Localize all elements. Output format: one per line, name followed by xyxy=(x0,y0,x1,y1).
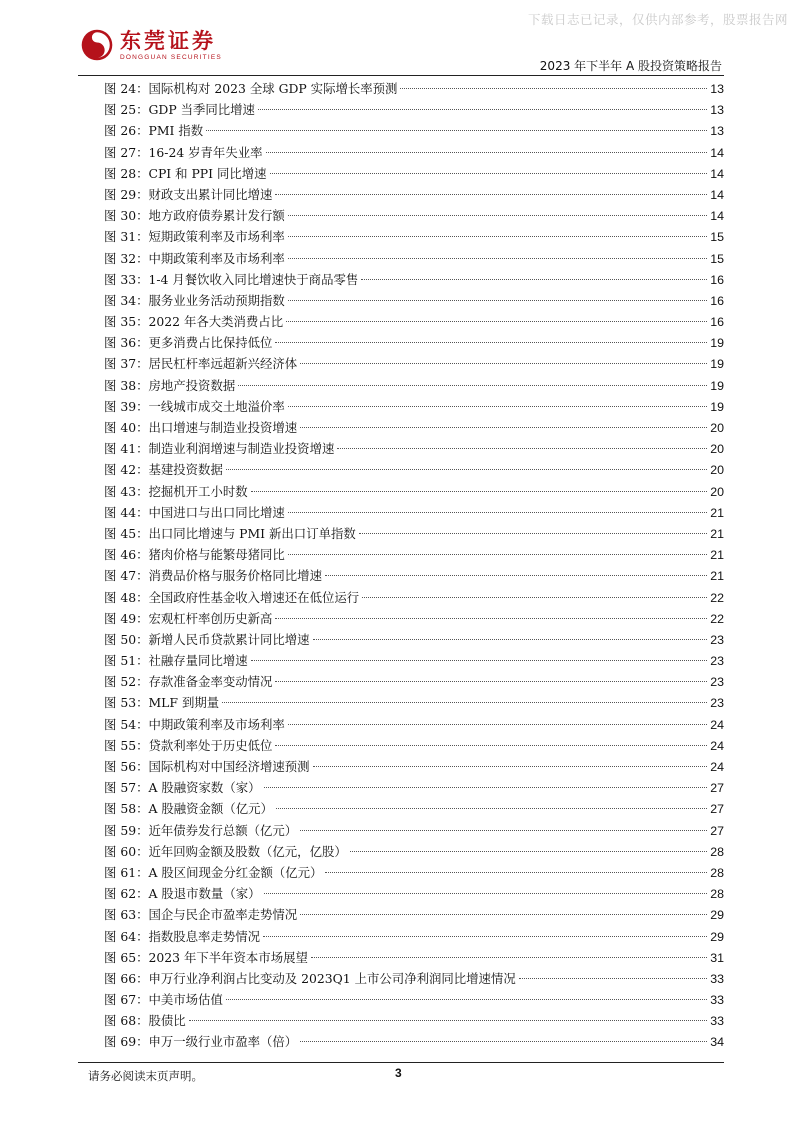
toc-entry-label[interactable]: 图 62：A 股退市数量（家） xyxy=(104,886,261,902)
toc-dot-leader xyxy=(325,575,707,576)
toc-entry-label[interactable]: 图 52：存款准备金率变动情况 xyxy=(104,674,273,690)
toc-entry[interactable] xyxy=(104,205,724,226)
footer-divider xyxy=(78,1062,724,1063)
toc-dot-leader xyxy=(266,152,708,153)
toc-dot-leader xyxy=(519,978,707,979)
toc-entry[interactable] xyxy=(104,798,724,819)
toc-entry-label[interactable]: 图 42：基建投资数据 xyxy=(104,462,223,478)
toc-entry-label[interactable]: 图 49：宏观杠杆率创历史新高 xyxy=(104,610,273,626)
toc-entry-label[interactable]: 图 26：PMI 指数 xyxy=(104,123,204,139)
toc-entry-page[interactable]: 23 xyxy=(710,654,724,669)
toc-entry-page[interactable]: 33 xyxy=(710,971,724,986)
toc-entry-label[interactable]: 图 31：短期政策利率及市场利率 xyxy=(104,229,285,245)
toc-entry[interactable] xyxy=(104,459,724,480)
toc-entry-page[interactable]: 21 xyxy=(710,548,724,563)
toc-entry-label[interactable]: 图 29：财政支出累计同比增速 xyxy=(104,186,273,202)
toc-entry-page[interactable]: 20 xyxy=(710,442,724,457)
toc-entry-page[interactable]: 20 xyxy=(710,463,724,478)
toc-entry[interactable] xyxy=(104,78,724,99)
toc-entry[interactable] xyxy=(104,1031,724,1052)
toc-dot-leader xyxy=(270,173,708,174)
toc-entry[interactable] xyxy=(104,417,724,438)
toc-dot-leader xyxy=(288,236,707,237)
toc-entry-page[interactable]: 29 xyxy=(710,908,724,923)
toc-entry-page[interactable]: 33 xyxy=(710,993,724,1008)
toc-entry[interactable] xyxy=(104,332,724,353)
watermark-text: 下载日志已记录，仅供内部参考，股票报告网 xyxy=(527,12,788,27)
toc-entry-page[interactable]: 23 xyxy=(710,696,724,711)
toc-dot-leader xyxy=(251,660,708,661)
toc-entry-label[interactable]: 图 58：A 股融资金额（亿元） xyxy=(104,801,273,817)
toc-entry-page[interactable]: 29 xyxy=(710,929,724,944)
toc-entry-label[interactable]: 图 43：挖掘机开工小时数 xyxy=(104,483,248,499)
toc-dot-leader xyxy=(300,1041,707,1042)
toc-entry-page[interactable]: 21 xyxy=(710,505,724,520)
toc-dot-leader xyxy=(275,194,707,195)
toc-entry-label[interactable]: 图 30：地方政府债券累计发行额 xyxy=(104,208,285,224)
toc-entry-page[interactable]: 24 xyxy=(710,717,724,732)
toc-dot-leader xyxy=(288,258,707,259)
toc-entry[interactable] xyxy=(104,565,724,586)
table-of-figures xyxy=(104,78,724,1053)
toc-dot-leader xyxy=(275,745,707,746)
toc-dot-leader xyxy=(275,618,707,619)
toc-dot-leader xyxy=(300,363,707,364)
toc-entry-label[interactable]: 图 40：出口增速与制造业投资增速 xyxy=(104,420,298,435)
toc-entry-label[interactable]: 图 28：CPI 和 PPI 同比增速 xyxy=(104,165,267,181)
toc-entry[interactable] xyxy=(104,353,724,374)
toc-entry[interactable] xyxy=(104,692,724,713)
toc-entry-page[interactable]: 33 xyxy=(710,1014,724,1029)
toc-entry[interactable] xyxy=(104,396,724,417)
toc-entry-label[interactable]: 图 39：一线城市成交土地溢价率 xyxy=(104,398,285,414)
toc-dot-leader xyxy=(226,469,707,470)
toc-dot-leader xyxy=(325,872,707,873)
toc-entry[interactable] xyxy=(104,523,724,544)
toc-entry[interactable] xyxy=(104,926,724,947)
toc-dot-leader xyxy=(300,914,707,915)
toc-entry[interactable] xyxy=(104,883,724,904)
footer-disclaimer-note: 请务必阅读末页声明。 xyxy=(88,1069,203,1083)
toc-entry-page[interactable]: 15 xyxy=(710,230,724,245)
toc-entry-label[interactable]: 图 66：申万行业净利润占比变动及 2023Q1 上市公司净利润同比增速情况 xyxy=(104,970,516,986)
toc-entry-page[interactable]: 19 xyxy=(710,336,724,351)
toc-dot-leader xyxy=(359,533,707,534)
toc-entry-label[interactable]: 图 34：服务业业务活动预期指数 xyxy=(104,292,285,308)
toc-dot-leader xyxy=(238,385,707,386)
toc-entry[interactable] xyxy=(104,756,724,777)
toc-entry[interactable] xyxy=(104,841,724,862)
company-logo xyxy=(80,28,222,62)
toc-entry-page[interactable]: 14 xyxy=(710,166,724,181)
toc-entry[interactable] xyxy=(104,904,724,925)
toc-entry[interactable] xyxy=(104,714,724,735)
toc-entry[interactable] xyxy=(104,99,724,120)
toc-entry-label[interactable]: 图 50：新增人民币贷款累计同比增速 xyxy=(104,631,310,647)
toc-entry[interactable] xyxy=(104,184,724,205)
toc-entry-label[interactable]: 图 47：消费品价格与服务价格同比增速 xyxy=(104,568,322,584)
toc-entry-label[interactable]: 图 56：国际机构对中国经济增速预测 xyxy=(104,759,310,774)
logo-mark-icon xyxy=(80,28,114,62)
toc-entry[interactable] xyxy=(104,120,724,141)
toc-dot-leader xyxy=(263,936,707,937)
toc-dot-leader xyxy=(288,215,707,216)
toc-dot-leader xyxy=(276,808,707,809)
toc-entry-page[interactable]: 13 xyxy=(710,82,724,96)
toc-entry[interactable] xyxy=(104,290,724,311)
toc-entry-label[interactable]: 图 60：近年回购金额及股数（亿元，亿股） xyxy=(104,843,347,859)
toc-entry-label[interactable]: 图 36：更多消费占比保持低位 xyxy=(104,335,273,351)
toc-entry-page[interactable]: 22 xyxy=(710,611,724,626)
toc-entry-page[interactable]: 21 xyxy=(710,569,724,584)
toc-entry[interactable] xyxy=(104,587,724,608)
toc-entry-page[interactable]: 27 xyxy=(710,823,724,838)
toc-dot-leader xyxy=(264,787,708,788)
toc-entry-label[interactable]: 图 53：MLF 到期量 xyxy=(104,695,220,711)
toc-entry-page[interactable]: 13 xyxy=(710,124,724,139)
toc-entry-label[interactable]: 图 41：制造业利润增速与制造业投资增速 xyxy=(104,441,335,457)
toc-dot-leader xyxy=(258,109,707,110)
toc-dot-leader xyxy=(189,1020,708,1021)
toc-entry[interactable] xyxy=(104,544,724,565)
toc-dot-leader xyxy=(264,893,708,894)
toc-entry-label[interactable]: 图 59：近年债券发行总额（亿元） xyxy=(104,822,298,838)
toc-entry-page[interactable]: 34 xyxy=(710,1035,724,1050)
toc-entry[interactable] xyxy=(104,968,724,989)
toc-entry-label[interactable]: 图 69：申万一级行业市盈率（倍） xyxy=(104,1034,298,1050)
toc-entry-page[interactable]: 16 xyxy=(710,293,724,308)
toc-dot-leader xyxy=(311,957,707,958)
toc-entry-page[interactable]: 23 xyxy=(710,632,724,647)
toc-dot-leader xyxy=(350,851,707,852)
toc-entry[interactable] xyxy=(104,989,724,1010)
toc-dot-leader xyxy=(400,88,707,89)
toc-entry-label[interactable]: 图 35：2022 年各大类消费占比 xyxy=(104,314,284,330)
toc-entry[interactable] xyxy=(104,629,724,650)
toc-dot-leader xyxy=(300,427,707,428)
toc-entry[interactable] xyxy=(104,502,724,523)
toc-dot-leader xyxy=(288,406,707,407)
toc-dot-leader xyxy=(226,999,707,1000)
toc-entry-page[interactable]: 24 xyxy=(710,760,724,774)
toc-entry-label[interactable]: 图 61：A 股区间现金分红金额（亿元） xyxy=(104,864,323,880)
toc-dot-leader xyxy=(275,342,707,343)
toc-entry-label[interactable]: 图 65：2023 年下半年资本市场展望 xyxy=(104,949,308,965)
toc-dot-leader xyxy=(288,512,707,513)
toc-dot-leader xyxy=(222,702,707,703)
toc-dot-leader xyxy=(286,321,707,322)
toc-dot-leader xyxy=(288,554,707,555)
toc-entry[interactable] xyxy=(104,777,724,798)
toc-entry-page[interactable]: 31 xyxy=(710,950,724,965)
toc-entry-page[interactable]: 20 xyxy=(710,484,724,499)
toc-entry[interactable] xyxy=(104,142,724,163)
toc-entry[interactable] xyxy=(104,438,724,459)
toc-entry[interactable] xyxy=(104,311,724,332)
toc-entry[interactable] xyxy=(104,248,724,269)
toc-entry-page[interactable]: 27 xyxy=(710,802,724,817)
toc-entry-page[interactable]: 23 xyxy=(710,675,724,690)
toc-entry-label[interactable]: 图 32：中期政策利率及市场利率 xyxy=(104,250,285,266)
toc-entry-page[interactable]: 19 xyxy=(710,399,724,414)
toc-entry-page[interactable]: 27 xyxy=(710,781,724,796)
toc-entry-label[interactable]: 图 45：出口同比增速与 PMI 新出口订单指数 xyxy=(104,525,356,541)
toc-dot-leader xyxy=(300,830,707,831)
report-title: 2023 年下半年 A 股投资策略报告 xyxy=(539,59,722,73)
toc-entry-page[interactable]: 14 xyxy=(710,145,724,160)
toc-entry-label[interactable]: 图 64：指数股息率走势情况 xyxy=(104,928,261,944)
logo-name-cn: 东莞证券 xyxy=(120,29,216,53)
toc-entry-label[interactable]: 图 63：国企与民企市盈率走势情况 xyxy=(104,907,298,923)
toc-dot-leader xyxy=(206,130,707,131)
toc-entry-page[interactable]: 14 xyxy=(710,209,724,224)
toc-entry-page[interactable]: 14 xyxy=(710,187,724,202)
toc-entry-page[interactable]: 19 xyxy=(710,378,724,393)
header-divider xyxy=(78,75,724,76)
toc-entry-label[interactable]: 图 24：国际机构对 2023 全球 GDP 实际增长率预测 xyxy=(104,81,398,96)
logo-name-en: DONGGUAN SECURITIES xyxy=(120,54,222,61)
toc-entry-label[interactable]: 图 55：贷款利率处于历史低位 xyxy=(104,737,273,753)
toc-entry-label[interactable]: 图 46：猪肉价格与能繁母猪同比 xyxy=(104,547,285,563)
page-number: 3 xyxy=(395,1066,402,1080)
toc-dot-leader xyxy=(288,724,707,725)
toc-entry[interactable] xyxy=(104,608,724,629)
toc-entry-label[interactable]: 图 33：1-4 月餐饮收入同比增速快于商品零售 xyxy=(104,271,359,287)
toc-entry-label[interactable]: 图 44：中国进口与出口同比增速 xyxy=(104,504,285,520)
toc-entry-page[interactable]: 21 xyxy=(710,526,724,541)
toc-entry-label[interactable]: 图 54：中期政策利率及市场利率 xyxy=(104,716,285,732)
toc-entry[interactable] xyxy=(104,735,724,756)
toc-dot-leader xyxy=(251,491,708,492)
toc-dot-leader xyxy=(362,597,707,598)
toc-entry-page[interactable]: 13 xyxy=(710,103,724,118)
toc-dot-leader xyxy=(361,279,707,280)
toc-entry[interactable] xyxy=(104,671,724,692)
toc-entry-label[interactable]: 图 67：中美市场估值 xyxy=(104,992,223,1008)
toc-entry-label[interactable]: 图 48：全国政府性基金收入增速还在低位运行 xyxy=(104,589,360,605)
toc-entry[interactable] xyxy=(104,269,724,290)
toc-entry-page[interactable]: 28 xyxy=(710,865,724,880)
toc-entry[interactable] xyxy=(104,163,724,184)
toc-dot-leader xyxy=(337,448,707,449)
toc-entry-page[interactable]: 20 xyxy=(710,421,724,435)
toc-entry[interactable] xyxy=(104,375,724,396)
toc-entry-label[interactable]: 图 37：居民杠杆率远超新兴经济体 xyxy=(104,356,298,372)
toc-dot-leader xyxy=(313,766,708,767)
toc-entry-page[interactable]: 15 xyxy=(710,251,724,266)
toc-entry-label[interactable]: 图 57：A 股融资家数（家） xyxy=(104,780,261,796)
toc-entry-label[interactable]: 图 68：股债比 xyxy=(104,1013,186,1029)
toc-dot-leader xyxy=(288,300,707,301)
toc-entry-label[interactable]: 图 25：GDP 当季同比增速 xyxy=(104,102,255,118)
toc-entry-page[interactable]: 22 xyxy=(710,590,724,605)
toc-entry-page[interactable]: 16 xyxy=(710,315,724,330)
toc-entry-page[interactable]: 16 xyxy=(710,272,724,287)
toc-entry[interactable] xyxy=(104,481,724,502)
toc-entry-label[interactable]: 图 51：社融存量同比增速 xyxy=(104,653,248,669)
toc-entry-page[interactable]: 28 xyxy=(710,887,724,902)
toc-entry-page[interactable]: 19 xyxy=(710,357,724,372)
toc-entry-page[interactable]: 28 xyxy=(710,844,724,859)
toc-dot-leader xyxy=(313,639,708,640)
toc-entry[interactable] xyxy=(104,1010,724,1031)
toc-entry-label[interactable]: 图 27：16-24 岁青年失业率 xyxy=(104,144,263,160)
toc-entry[interactable] xyxy=(104,650,724,671)
toc-entry[interactable] xyxy=(104,820,724,841)
toc-entry[interactable] xyxy=(104,862,724,883)
toc-entry-page[interactable]: 24 xyxy=(710,738,724,753)
toc-entry[interactable] xyxy=(104,947,724,968)
toc-entry-label[interactable]: 图 38：房地产投资数据 xyxy=(104,377,236,393)
toc-entry[interactable] xyxy=(104,226,724,247)
toc-dot-leader xyxy=(275,681,707,682)
